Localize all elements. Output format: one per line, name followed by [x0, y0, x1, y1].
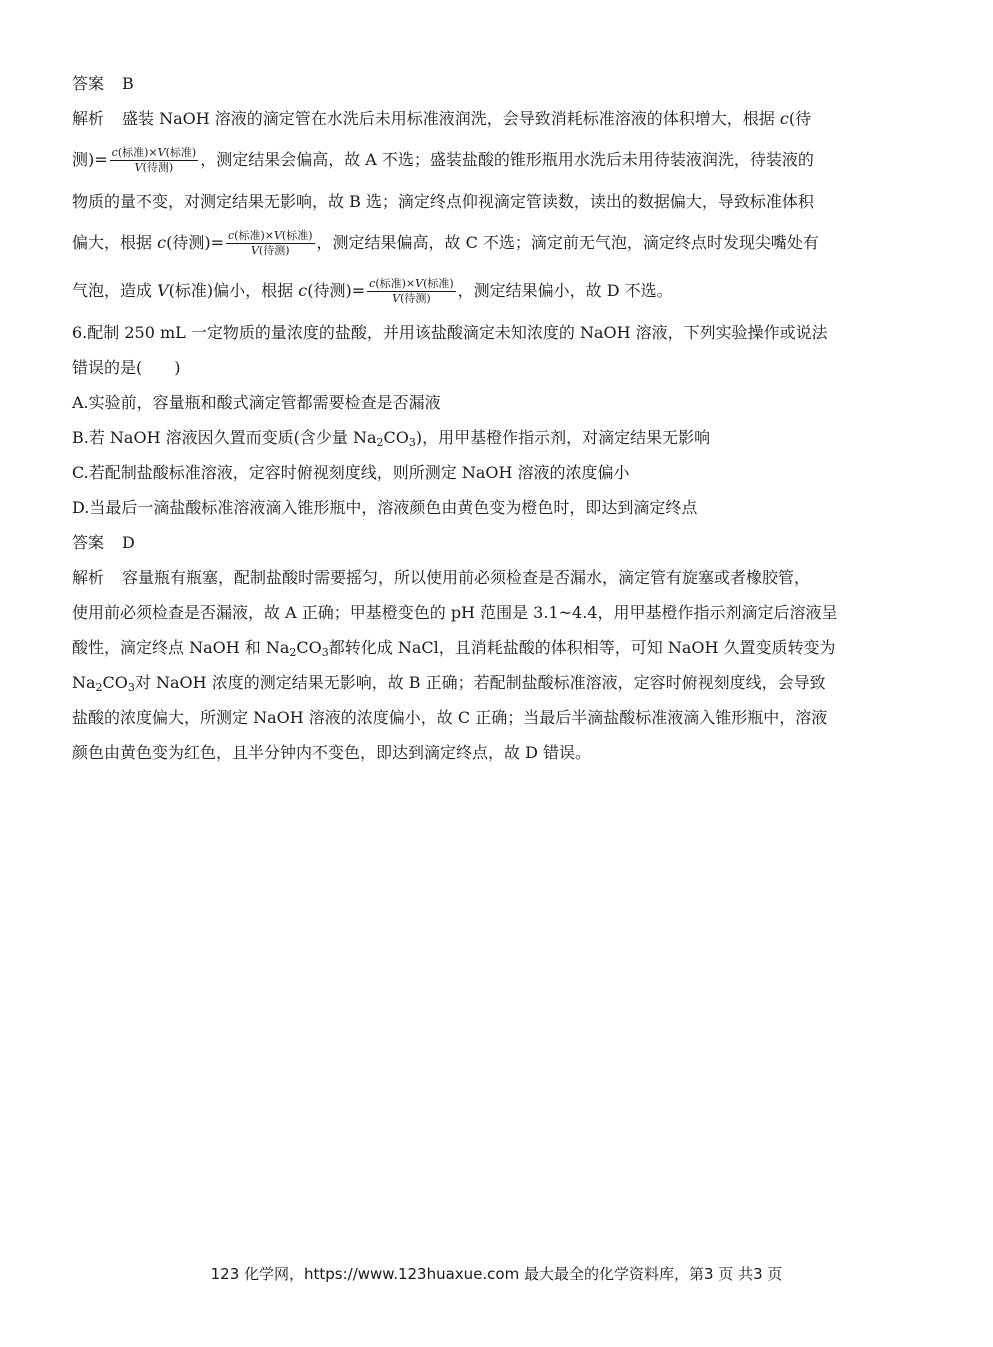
- symbol-v: V: [157, 281, 169, 300]
- analysis-text: (待测)=: [166, 233, 224, 252]
- analysis-text: 偏大，根据: [72, 233, 153, 252]
- analysis-text: (标准)偏小，根据: [168, 281, 294, 300]
- q6-analysis-line-3: [72, 630, 922, 665]
- analysis-text: 使用前必须检查是否漏液，故 A 正确；甲基橙变色的 pH 范围是 3.1~4.4，用甲基橙作指示剂滴定后溶液呈: [72, 603, 838, 622]
- symbol-c: c: [369, 277, 376, 290]
- numerator-text: (标准)×: [234, 229, 274, 242]
- analysis-text: (待: [788, 109, 812, 128]
- analysis-text: 物质的量不变，对测定结果无影响，故 B 选；滴定终点仰视滴定管读数，读出的数据偏大，导致标准体积: [72, 192, 814, 211]
- fraction-numerator: [367, 277, 456, 291]
- numerator-text: (标准)×: [117, 146, 158, 159]
- fraction-numerator: [110, 146, 199, 160]
- option-text: C.若配制盐酸标准溶液，定容时俯视刻度线，则所测定 NaOH 溶液的浓度偏小: [72, 463, 630, 482]
- symbol-v: V: [134, 161, 143, 174]
- fraction-denominator: [226, 243, 315, 258]
- option-text: B.若 NaOH 溶液因久置而变质(含少量 Na: [72, 428, 377, 447]
- q6-analysis-line-5: [72, 700, 922, 735]
- answer-value: D: [122, 533, 135, 552]
- symbol-c: c: [227, 229, 235, 242]
- formula-fraction: [110, 146, 199, 175]
- subscript: 2: [376, 436, 384, 449]
- analysis-text: Na: [72, 673, 96, 692]
- answer-value: B: [122, 74, 134, 93]
- option-text: )，用甲基橙作指示剂，对滴定结果无影响: [415, 428, 711, 447]
- analysis-text: (待测)=: [307, 281, 366, 300]
- option-text: D.当最后一滴盐酸标准溶液滴入锥形瓶中，溶液颜色由黄色变为橙色时，即达到滴定终点: [72, 498, 698, 517]
- analysis-label: 解析: [72, 109, 105, 128]
- denominator-text: (待测): [142, 161, 174, 174]
- fraction-numerator: [226, 229, 315, 243]
- q6-option-d: [72, 490, 922, 525]
- analysis-label: 解析: [72, 568, 105, 587]
- symbol-v: V: [157, 146, 166, 159]
- analysis-text: 测)=: [72, 150, 108, 169]
- q6-analysis-line-2: [72, 595, 922, 630]
- q5-answer-line: [72, 66, 922, 101]
- page-footer: 123 化学网，https://www.123huaxue.com 最大最全的化学资料库，第3 页 共3 页: [210, 1265, 783, 1283]
- subscript: 3: [321, 646, 329, 659]
- numerator-text: (标准)×: [375, 277, 416, 290]
- subscript: 3: [127, 681, 135, 694]
- analysis-text: ，测定结果偏高，故 C 不选；滴定前无气泡，滴定终点时发现尖嘴处有: [316, 233, 819, 252]
- analysis-text: CO: [102, 673, 128, 692]
- document-body: [72, 66, 922, 770]
- q6-answer-line: [72, 525, 922, 560]
- symbol-v: V: [392, 292, 401, 305]
- answer-label: 答案: [72, 74, 105, 93]
- denominator-text: (待测): [400, 292, 431, 305]
- option-text: A.实验前，容量瓶和酸式滴定管都需要检查是否漏液: [72, 393, 441, 412]
- q6-analysis-line-6: [72, 735, 922, 770]
- q5-analysis-line-1: [72, 101, 922, 136]
- analysis-text: ，测定结果偏小，故 D 不选。: [457, 281, 673, 300]
- subscript: 2: [95, 681, 103, 694]
- symbol-c: c: [111, 146, 118, 159]
- q5-analysis-line-5: [72, 267, 922, 315]
- analysis-text: ，测定结果会偏高，故 A 不选；盛装盐酸的锥形瓶用水洗后未用待装液润洗，待装液的: [200, 150, 814, 169]
- question-stem: 错误的是( ): [72, 358, 181, 377]
- denominator-text: (待测): [258, 244, 290, 257]
- numerator-text: (标准): [423, 277, 454, 290]
- symbol-v: V: [273, 229, 282, 242]
- symbol-c: c: [298, 281, 308, 300]
- formula-fraction: [367, 277, 456, 306]
- fraction-denominator: [110, 160, 199, 175]
- symbol-c: c: [157, 233, 167, 252]
- question-stem: 6.配制 250 mL 一定物质的量浓度的盐酸，并用该盐酸滴定未知浓度的 NaOH 溶液，下列实验操作或说法: [72, 323, 828, 342]
- answer-label: 答案: [72, 533, 105, 552]
- symbol-c: c: [779, 109, 789, 128]
- symbol-v: V: [415, 277, 424, 290]
- subscript: 2: [289, 646, 297, 659]
- q6-option-c: [72, 455, 922, 490]
- q5-analysis-line-3: [72, 184, 922, 219]
- q6-stem-line-2: [72, 350, 922, 385]
- analysis-text: 都转化成 NaCl，且消耗盐酸的体积相等，可知 NaOH 久置变质转变为: [328, 638, 836, 657]
- q6-option-a: [72, 385, 922, 420]
- q5-analysis-line-2: [72, 136, 922, 184]
- q6-analysis-line-4: [72, 665, 922, 700]
- analysis-text: 容量瓶有瓶塞，配制盐酸时需要摇匀，所以使用前必须检查是否漏水，滴定管有旋塞或者橡胶管，: [122, 568, 811, 587]
- fraction-denominator: [367, 291, 456, 306]
- analysis-text: CO: [296, 638, 322, 657]
- option-text: CO: [383, 428, 409, 447]
- q6-option-b: [72, 420, 922, 455]
- q5-analysis-line-4: [72, 219, 922, 267]
- analysis-text: 盛装 NaOH 溶液的滴定管在水洗后未用标准液润洗，会导致消耗标准溶液的体积增大，根据: [122, 109, 775, 128]
- symbol-v: V: [250, 244, 259, 257]
- analysis-text: 颜色由黄色变为红色，且半分钟内不变色，即达到滴定终点，故 D 错误。: [72, 743, 592, 762]
- q6-stem-line-1: [72, 315, 922, 350]
- analysis-text: 气泡，造成: [72, 281, 153, 300]
- analysis-text: 对 NaOH 浓度的测定结果无影响，故 B 正确；若配制盐酸标准溶液，定容时俯视刻度线，会导致: [134, 673, 826, 692]
- q6-analysis-line-1: [72, 560, 922, 595]
- numerator-text: (标准): [281, 229, 313, 242]
- numerator-text: (标准): [165, 146, 197, 159]
- analysis-text: 盐酸的浓度偏大，所测定 NaOH 溶液的浓度偏小，故 C 正确；当最后半滴盐酸标准液滴入锥形瓶中，溶液: [72, 708, 828, 727]
- subscript: 3: [408, 436, 416, 449]
- analysis-text: 酸性，滴定终点 NaOH 和 Na: [72, 638, 290, 657]
- formula-fraction: [226, 229, 315, 258]
